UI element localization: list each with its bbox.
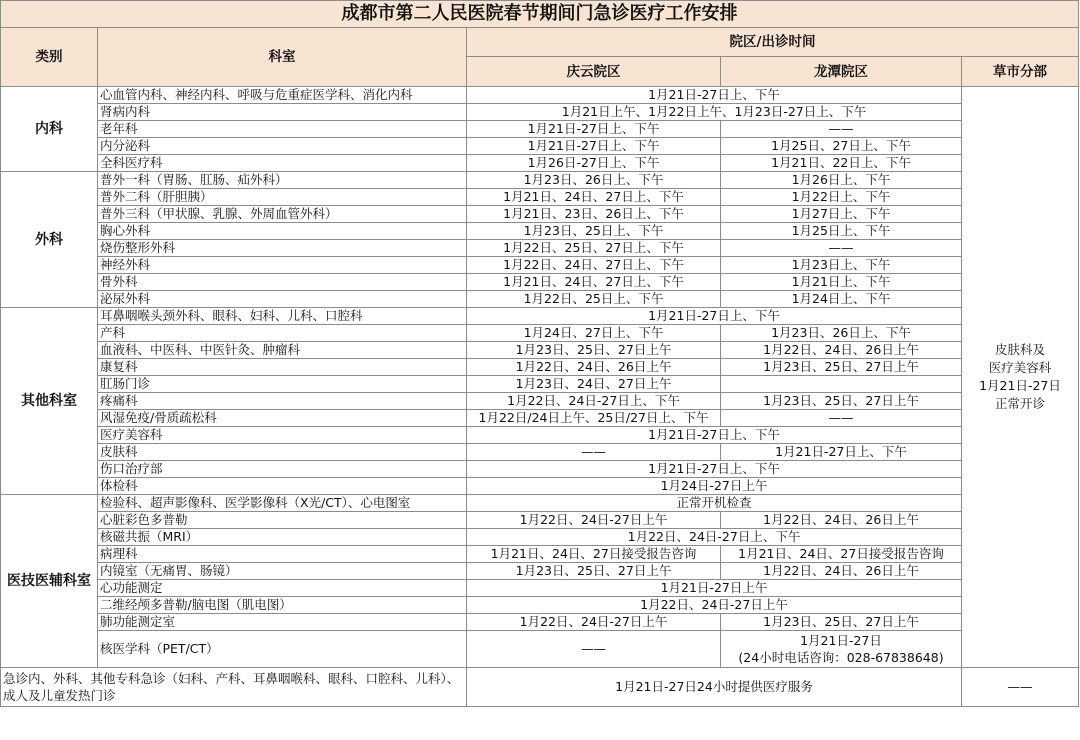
- table-row: [1, 529, 1079, 546]
- qingyun-time-cell: 1月23日、26日上、下午: [467, 172, 721, 189]
- department-cell: 肺功能测定室: [98, 614, 467, 631]
- header-department: 科室: [98, 28, 467, 87]
- caoshi-note-line: 正常开诊: [994, 396, 1045, 411]
- table-row: [1, 240, 1079, 257]
- table-row: [1, 104, 1079, 121]
- longtan-time-cell: 1月23日、25日、27日上午: [721, 614, 962, 631]
- caoshi-note-line: 皮肤科及: [994, 342, 1045, 357]
- qingyun-time-cell: 1月22日、24日、26日上午: [467, 359, 721, 376]
- merged-time-cell: 1月24日-27日上午: [467, 478, 962, 495]
- longtan-time-cell: 1月21日、24日、27日接受报告咨询: [721, 546, 962, 563]
- longtan-time-cell: 1月27日上、下午: [721, 206, 962, 223]
- longtan-time-cell: 1月26日上、下午: [721, 172, 962, 189]
- table-row: [1, 444, 1079, 461]
- caoshi-note-line: 医疗美容科: [988, 360, 1052, 375]
- longtan-time-cell: 1月22日、24日、26日上午: [721, 512, 962, 529]
- department-cell: 血液科、中医科、中医针灸、肿瘤科: [98, 342, 467, 359]
- phone-consult-note: (24小时电话咨询：028-67838648): [738, 650, 944, 665]
- department-cell: 内镜室（无痛胃、肠镜）: [98, 563, 467, 580]
- department-cell: 核磁共振（MRI）: [98, 529, 467, 546]
- table-row: [1, 546, 1079, 563]
- department-cell: 心血管内科、神经内科、呼吸与危重症医学科、消化内科: [98, 87, 467, 104]
- qingyun-time-cell: 1月22日、24日-27日上午: [467, 614, 721, 631]
- department-cell: 神经外科: [98, 257, 467, 274]
- table-row: [1, 359, 1079, 376]
- department-cell: 肾病内科: [98, 104, 467, 121]
- longtan-time-cell: 1月23日、25日、27日上午: [721, 393, 962, 410]
- qingyun-time-cell: 1月21日、24日、27日上、下午: [467, 189, 721, 206]
- merged-time-cell: 1月21日上午、1月22日上午、1月23日-27日上、下午: [467, 104, 962, 121]
- department-cell: 全科医疗科: [98, 155, 467, 172]
- table-row: [1, 478, 1079, 495]
- department-cell: 普外一科（胃肠、肛肠、疝外科）: [98, 172, 467, 189]
- table-row: [1, 512, 1079, 529]
- merged-time-cell: 正常开机检查: [467, 495, 962, 512]
- table-row: [1, 274, 1079, 291]
- department-cell: 普外三科（甲状腺、乳腺、外周血管外科）: [98, 206, 467, 223]
- table-row: [1, 614, 1079, 631]
- qingyun-time-cell: 1月24日、27日上、下午: [467, 325, 721, 342]
- merged-time-cell: 1月21日-27日上午: [467, 580, 962, 597]
- emergency-service-time: 1月21日-27日24小时提供医疗服务: [467, 668, 962, 707]
- qingyun-time-cell: 1月22日、25日上、下午: [467, 291, 721, 308]
- category-yiji: 医技医辅科室: [1, 495, 98, 668]
- longtan-time-cell: 1月21日-27日上、下午: [721, 444, 962, 461]
- qingyun-time-cell: 1月23日、24日、27日上午: [467, 376, 721, 393]
- department-cell: 泌尿外科: [98, 291, 467, 308]
- qingyun-time-cell: 1月22日、24日、27日上、下午: [467, 257, 721, 274]
- table-row: [1, 257, 1079, 274]
- merged-time-cell: 1月21日-27日上、下午: [467, 87, 962, 104]
- longtan-time-cell: 1月23日上、下午: [721, 257, 962, 274]
- longtan-time-cell: 1月22日、24日、26日上午: [721, 342, 962, 359]
- longtan-time-cell: 1月22日、24日、26日上午: [721, 563, 962, 580]
- department-cell: 肛肠门诊: [98, 376, 467, 393]
- department-cell: 耳鼻咽喉头颈外科、眼科、妇科、儿科、口腔科: [98, 308, 467, 325]
- table-row: [1, 580, 1079, 597]
- table-row: [1, 189, 1079, 206]
- emergency-row: [1, 668, 1079, 707]
- qingyun-time-cell: ——: [467, 444, 721, 461]
- table-row: [1, 206, 1079, 223]
- department-cell: 产科: [98, 325, 467, 342]
- qingyun-time-cell: 1月21日-27日上、下午: [467, 138, 721, 155]
- qingyun-time-cell: 1月21日-27日上、下午: [467, 121, 721, 138]
- longtan-time-cell: ——: [721, 410, 962, 427]
- table-row: [1, 325, 1079, 342]
- emergency-departments: 急诊内、外科、其他专科急诊（妇科、产科、耳鼻咽喉科、眼科、口腔科、儿科）、成人及儿童发热门诊: [1, 668, 467, 707]
- department-cell: 风湿免疫/骨质疏松科: [98, 410, 467, 427]
- table-row: [1, 223, 1079, 240]
- qingyun-time-cell: 1月22日/24日上午、25日/27日上、下午: [467, 410, 721, 427]
- table-row: [1, 121, 1079, 138]
- table-row: [1, 376, 1079, 393]
- caoshi-note-cell: [962, 87, 1079, 668]
- longtan-time-cell: 1月24日上、下午: [721, 291, 962, 308]
- department-cell: 内分泌科: [98, 138, 467, 155]
- department-cell: 皮肤科: [98, 444, 467, 461]
- table-row: [1, 427, 1079, 444]
- table-row: [1, 172, 1079, 189]
- longtan-time-cell: 1月21日上、下午: [721, 274, 962, 291]
- header-qingyun: 庆云院区: [467, 57, 721, 87]
- qingyun-time-cell: 1月22日、24日-27日上、下午: [467, 393, 721, 410]
- qingyun-time-cell: ——: [467, 631, 721, 668]
- department-cell: 心功能测定: [98, 580, 467, 597]
- header-caoshi: 草市分部: [962, 57, 1079, 87]
- merged-time-cell: 1月21日-27日上、下午: [467, 461, 962, 478]
- longtan-time-cell: 1月23日、25日、27日上午: [721, 359, 962, 376]
- table-row: [1, 597, 1079, 614]
- table-row: [1, 410, 1079, 427]
- qingyun-time-cell: 1月22日、25日、27日上、下午: [467, 240, 721, 257]
- longtan-time-cell: [721, 376, 962, 393]
- longtan-time-cell: 1月25日上、下午: [721, 223, 962, 240]
- table-row: [1, 155, 1079, 172]
- department-cell: 病理科: [98, 546, 467, 563]
- qingyun-time-cell: 1月26日-27日上、下午: [467, 155, 721, 172]
- table-row: [1, 393, 1079, 410]
- longtan-time-cell: ——: [721, 240, 962, 257]
- qingyun-time-cell: 1月23日、25日上、下午: [467, 223, 721, 240]
- department-cell: 检验科、超声影像科、医学影像科（X光/CT）、心电图室: [98, 495, 467, 512]
- qingyun-time-cell: 1月21日、24日、27日接受报告咨询: [467, 546, 721, 563]
- qingyun-time-cell: 1月22日、24日-27日上午: [467, 512, 721, 529]
- department-cell: 胸心外科: [98, 223, 467, 240]
- longtan-time-cell: 1月22日上、下午: [721, 189, 962, 206]
- longtan-time-cell: 1月23日、26日上、下午: [721, 325, 962, 342]
- longtan-time-cell: 1月25日、27日上、下午: [721, 138, 962, 155]
- page-title: 成都市第二人民医院春节期间门急诊医疗工作安排: [1, 1, 1079, 28]
- department-cell: 骨外科: [98, 274, 467, 291]
- merged-time-cell: 1月21日-27日上、下午: [467, 308, 962, 325]
- header-campus-time: 院区/出诊时间: [467, 28, 1079, 57]
- longtan-time-cell: 1月21日、22日上、下午: [721, 155, 962, 172]
- table-row: [1, 631, 1079, 668]
- longtan-time-cell: ——: [721, 121, 962, 138]
- table-row: [1, 87, 1079, 104]
- emergency-caoshi: ——: [962, 668, 1079, 707]
- table-row: [1, 461, 1079, 478]
- department-cell: 老年科: [98, 121, 467, 138]
- department-cell: 伤口治疗部: [98, 461, 467, 478]
- header-category: 类别: [1, 28, 98, 87]
- qingyun-time-cell: 1月21日、23日、26日上、下午: [467, 206, 721, 223]
- department-cell: 体检科: [98, 478, 467, 495]
- table-row: [1, 342, 1079, 359]
- department-cell: 二维经颅多普勒/脑电图（肌电图）: [98, 597, 467, 614]
- table-row: [1, 291, 1079, 308]
- qingyun-time-cell: 1月23日、25日、27日上午: [467, 563, 721, 580]
- caoshi-note-line: 1月21日-27日: [979, 378, 1061, 393]
- category-neike: 内科: [1, 87, 98, 172]
- qingyun-time-cell: 1月21日、24日、27日上、下午: [467, 274, 721, 291]
- category-qita: 其他科室: [1, 308, 98, 495]
- merged-time-cell: 1月22日、24日-27日上、下午: [467, 529, 962, 546]
- header-longtan: 龙潭院区: [721, 57, 962, 87]
- department-cell: 普外二科（肝胆胰）: [98, 189, 467, 206]
- merged-time-cell: 1月21日-27日上、下午: [467, 427, 962, 444]
- department-cell: 康复科: [98, 359, 467, 376]
- merged-time-cell: 1月22日、24日-27日上午: [467, 597, 962, 614]
- department-cell: 疼痛科: [98, 393, 467, 410]
- longtan-time-text: 1月21日-27日: [800, 633, 882, 648]
- table-row: [1, 495, 1079, 512]
- department-cell: 烧伤整形外科: [98, 240, 467, 257]
- department-cell: 心脏彩色多普勒: [98, 512, 467, 529]
- department-cell: 核医学科（PET/CT）: [98, 631, 467, 668]
- table-row: [1, 138, 1079, 155]
- table-row: [1, 563, 1079, 580]
- longtan-time-cell: [721, 631, 962, 668]
- category-waike: 外科: [1, 172, 98, 308]
- department-cell: 医疗美容科: [98, 427, 467, 444]
- table-row: [1, 308, 1079, 325]
- qingyun-time-cell: 1月23日、25日、27日上午: [467, 342, 721, 359]
